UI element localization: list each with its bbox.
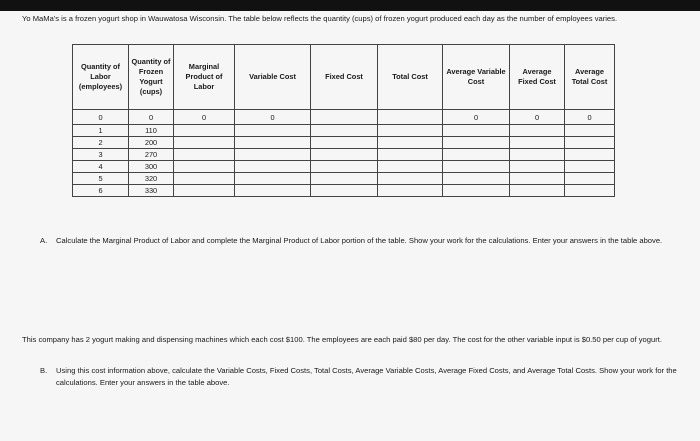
table-cell[interactable] bbox=[510, 185, 565, 197]
table-cell[interactable] bbox=[174, 185, 235, 197]
table-cell: 300 bbox=[129, 161, 174, 173]
table-cell[interactable]: 0 bbox=[443, 110, 510, 125]
table-cell: 110 bbox=[129, 125, 174, 137]
header-quantity-of-yogurt: Quantity of Frozen Yogurt (cups) bbox=[129, 45, 174, 110]
table-cell[interactable] bbox=[510, 137, 565, 149]
header-marginal-product: Marginal Product of Labor bbox=[174, 45, 235, 110]
question-a-label: A. bbox=[40, 236, 48, 245]
table-cell[interactable] bbox=[174, 161, 235, 173]
table-cell[interactable] bbox=[311, 110, 378, 125]
question-b-text: Using this cost information above, calculate the Variable Costs, Fixed Costs, Total Costs, Average Variable Costs, Average Fixed Costs, and Average Total Costs. Show your work for the calculations. Enter your answers in the table above. bbox=[56, 366, 677, 387]
table-cell[interactable] bbox=[311, 125, 378, 137]
table-cell: 0 bbox=[129, 110, 174, 125]
table-row bbox=[73, 125, 615, 137]
table-cell[interactable] bbox=[235, 161, 311, 173]
header-average-total-cost: Average Total Cost bbox=[565, 45, 615, 110]
table-cell[interactable] bbox=[565, 149, 615, 161]
table-cell[interactable] bbox=[565, 161, 615, 173]
table-cell[interactable] bbox=[235, 137, 311, 149]
header-variable-cost: Variable Cost bbox=[235, 45, 311, 110]
header-average-variable-cost: Average Variable Cost bbox=[443, 45, 510, 110]
table-cell[interactable] bbox=[174, 149, 235, 161]
question-a bbox=[40, 235, 688, 247]
cost-info-text: This company has 2 yogurt making and dispensing machines which each cost $100. The employees are each paid $80 per day. The cost for the other variable input is $0.50 per cup of yogurt. bbox=[22, 335, 662, 344]
table-cell[interactable] bbox=[378, 149, 443, 161]
table-cell[interactable] bbox=[565, 173, 615, 185]
table-cell: 5 bbox=[73, 173, 129, 185]
table-cell[interactable] bbox=[378, 110, 443, 125]
table-cell[interactable]: 0 bbox=[565, 110, 615, 125]
table-cell[interactable] bbox=[174, 125, 235, 137]
table-cell[interactable] bbox=[174, 137, 235, 149]
table-row bbox=[73, 185, 615, 197]
table-cell[interactable] bbox=[510, 125, 565, 137]
table-row bbox=[73, 110, 615, 125]
table-cell[interactable] bbox=[378, 161, 443, 173]
header-quantity-of-labor: Quantity of Labor (employees) bbox=[73, 45, 129, 110]
table-cell: 1 bbox=[73, 125, 129, 137]
question-b-label: B. bbox=[40, 366, 48, 375]
cost-table bbox=[72, 44, 615, 197]
table-cell[interactable] bbox=[235, 185, 311, 197]
table-cell: 6 bbox=[73, 185, 129, 197]
table-cell[interactable] bbox=[311, 161, 378, 173]
table-cell[interactable] bbox=[565, 125, 615, 137]
table-cell[interactable] bbox=[378, 173, 443, 185]
question-a-text: Calculate the Marginal Product of Labor and complete the Marginal Product of Labor portion of the table. Show your work for the calculations. Enter your answers in the table above. bbox=[56, 236, 663, 245]
table-cell[interactable] bbox=[311, 173, 378, 185]
intro-text: Yo MaMa's is a frozen yogurt shop in Wauwatosa Wisconsin. The table below reflects the quantity (cups) of frozen yogurt produced each day as the number of employees varies. bbox=[22, 14, 618, 23]
table-cell[interactable] bbox=[174, 173, 235, 185]
table-cell[interactable] bbox=[378, 137, 443, 149]
table-cell[interactable]: 0 bbox=[235, 110, 311, 125]
table-cell[interactable] bbox=[510, 161, 565, 173]
table-cell: 4 bbox=[73, 161, 129, 173]
table-cell[interactable] bbox=[565, 185, 615, 197]
table-row bbox=[73, 137, 615, 149]
table-cell[interactable] bbox=[443, 149, 510, 161]
table-cell[interactable] bbox=[443, 125, 510, 137]
table-cell[interactable] bbox=[378, 125, 443, 137]
table-cell: 330 bbox=[129, 185, 174, 197]
table-cell[interactable]: 0 bbox=[510, 110, 565, 125]
header-total-cost: Total Cost bbox=[378, 45, 443, 110]
table-cell[interactable] bbox=[510, 149, 565, 161]
table-row bbox=[73, 173, 615, 185]
table-cell[interactable] bbox=[378, 185, 443, 197]
header-fixed-cost: Fixed Cost bbox=[311, 45, 378, 110]
table-cell: 3 bbox=[73, 149, 129, 161]
header-average-fixed-cost: Average Fixed Cost bbox=[510, 45, 565, 110]
table-cell[interactable] bbox=[443, 173, 510, 185]
table-cell[interactable] bbox=[235, 173, 311, 185]
table-cell[interactable] bbox=[235, 125, 311, 137]
top-bar bbox=[0, 0, 700, 11]
table-cell: 200 bbox=[129, 137, 174, 149]
header-row bbox=[73, 45, 615, 110]
table-cell[interactable] bbox=[311, 185, 378, 197]
table-row bbox=[73, 161, 615, 173]
table-cell[interactable] bbox=[443, 161, 510, 173]
table-cell: 2 bbox=[73, 137, 129, 149]
table-cell: 320 bbox=[129, 173, 174, 185]
table-cell: 270 bbox=[129, 149, 174, 161]
table-cell[interactable] bbox=[443, 137, 510, 149]
table-cell[interactable]: 0 bbox=[174, 110, 235, 125]
table-cell[interactable] bbox=[235, 149, 311, 161]
table-cell[interactable] bbox=[443, 185, 510, 197]
table-cell[interactable] bbox=[510, 173, 565, 185]
table-cell: 0 bbox=[73, 110, 129, 125]
table-cell[interactable] bbox=[311, 137, 378, 149]
table-cell[interactable] bbox=[565, 137, 615, 149]
table-row bbox=[73, 149, 615, 161]
table-cell[interactable] bbox=[311, 149, 378, 161]
question-b bbox=[40, 365, 688, 389]
